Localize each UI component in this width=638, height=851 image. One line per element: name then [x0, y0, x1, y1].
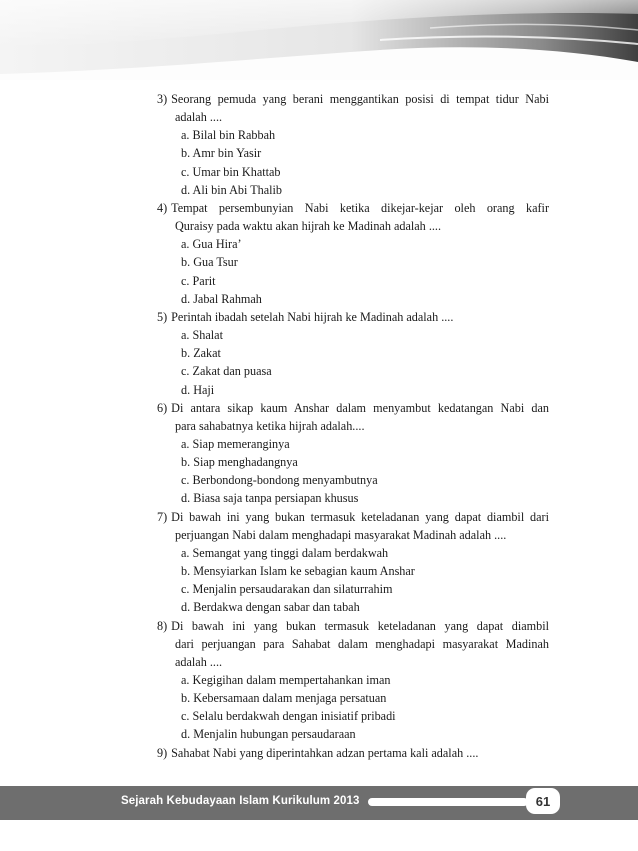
answer-option: d. Haji [181, 382, 215, 397]
question-item [157, 508, 549, 617]
answer-option: b. Amr bin Yasir [181, 146, 262, 161]
question-first-line [157, 399, 549, 417]
answer-option: c. Parit [181, 273, 216, 288]
page-number-badge [526, 788, 560, 814]
question-continuation-line: dari perjuangan para Sahabat dalam menghadapi masyarakat Madinah [175, 636, 549, 651]
question-continuation-line: perjuangan Nabi dalam menghadapi masyarakat Madinah adalah .... [175, 527, 507, 542]
question-item [157, 199, 549, 308]
question-number: 9) [157, 745, 168, 760]
question-first-line [157, 308, 549, 326]
question-number: 6) [157, 400, 168, 415]
question-first-line [157, 617, 549, 635]
question-number: 5) [157, 309, 168, 324]
question-text: Perintah ibadah setelah Nabi hijrah ke Madinah adalah .... [171, 309, 454, 324]
question-number: 4) [157, 200, 168, 215]
answer-option: b. Siap menghadangnya [181, 455, 298, 470]
question-list [157, 90, 549, 762]
question-text: Di bawah ini yang bukan termasuk keteladanan yang dapat diambil [171, 618, 549, 633]
question-text: Tempat persembunyian Nabi ketika dikejar-kejar oleh orang kafir [171, 200, 549, 215]
answer-option: c. Umar bin Khattab [181, 164, 281, 179]
question-text: Di bawah ini yang bukan termasuk keteladanan yang dapat diambil dari [171, 509, 549, 524]
answer-option: b. Mensyiarkan Islam ke sebagian kaum Anshar [181, 564, 415, 579]
answer-option: c. Selalu berdakwah dengan inisiatif pribadi [181, 709, 396, 724]
question-item [157, 308, 549, 399]
question-continuation-line: adalah .... [175, 110, 223, 125]
answer-option: b. Kebersamaan dalam menjaga persatuan [181, 691, 387, 706]
answer-option: c. Zakat dan puasa [181, 364, 272, 379]
question-item [157, 744, 549, 762]
question-text: Di antara sikap kaum Anshar dalam menyambut kedatangan Nabi dan [171, 400, 549, 415]
question-continuation-line: Quraisy pada waktu akan hijrah ke Madinah adalah .... [175, 219, 442, 234]
question-continuation-line: para sahabatnya ketika hijrah adalah.... [175, 418, 365, 433]
answer-option: a. Siap memeranginya [181, 436, 290, 451]
question-first-line [157, 199, 549, 217]
question-text: Seorang pemuda yang berani menggantikan posisi di tempat tidur Nabi [171, 92, 549, 106]
answer-option: a. Gua Hira’ [181, 237, 242, 252]
answer-option: a. Kegigihan dalam mempertahankan iman [181, 673, 391, 687]
answer-option: a. Semangat yang tinggi dalam berdakwah [181, 545, 389, 560]
answer-option: c. Menjalin persaudarakan dan silaturrahim [181, 582, 393, 597]
answer-option: d. Menjalin hubungan persaudaraan [181, 727, 356, 742]
answer-option: d. Berdakwa dengan sabar dan tabah [181, 600, 360, 615]
answer-option: d. Biasa saja tanpa persiapan khusus [181, 491, 359, 506]
answer-option: d. Jabal Rahmah [181, 291, 262, 306]
answer-option: a. Shalat [181, 328, 223, 343]
answer-option: c. Berbondong-bondong menyambutnya [181, 473, 378, 488]
question-item [157, 399, 549, 508]
question-number: 7) [157, 509, 168, 524]
question-item [157, 617, 549, 744]
answer-option: b. Gua Tsur [181, 255, 238, 270]
question-first-line [157, 744, 549, 762]
question-continuation-line: adalah .... [175, 654, 223, 669]
question-number: 3) [157, 92, 168, 106]
question-text: Sahabat Nabi yang diperintahkan adzan pertama kali adalah .... [171, 745, 479, 760]
question-item [157, 90, 549, 199]
answer-option: d. Ali bin Abi Thalib [181, 182, 283, 197]
footer-decorative-bar [368, 798, 528, 806]
answer-option: a. Bilal bin Rabbah [181, 128, 276, 143]
header-decoration [0, 0, 638, 80]
question-number: 8) [157, 618, 168, 633]
question-first-line [157, 508, 549, 526]
answer-option: b. Zakat [181, 346, 221, 361]
question-first-line [157, 90, 549, 108]
book-title: Sejarah Kebudayaan Islam Kurikulum 2013 [121, 795, 360, 807]
page-number: 61 [535, 793, 551, 809]
